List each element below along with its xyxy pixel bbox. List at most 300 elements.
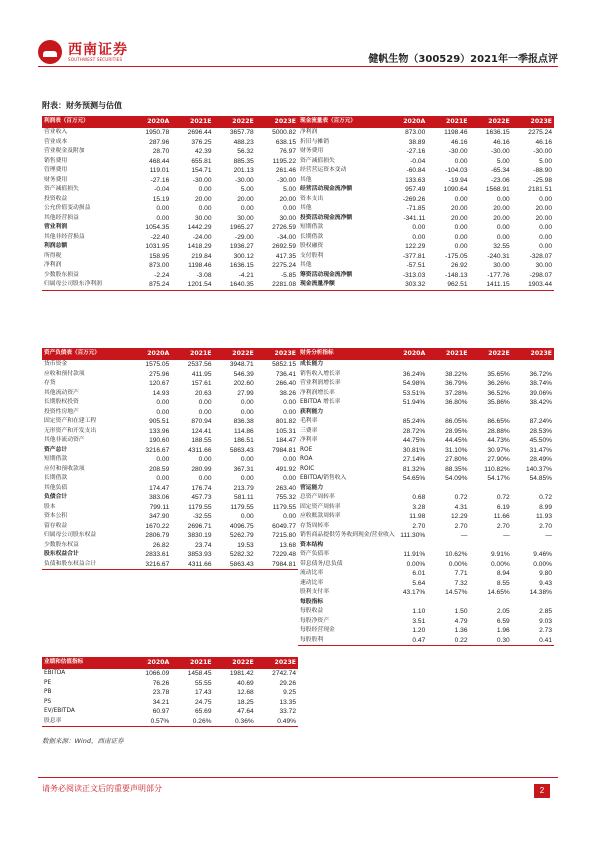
cell-value: 24.75	[194, 698, 212, 706]
row-label: PS	[44, 698, 52, 705]
table-row	[298, 531, 554, 541]
cell-value: 15.19	[152, 195, 170, 203]
cell-value: 5.00	[283, 186, 296, 194]
table-row	[42, 474, 298, 484]
row-label: 股本	[44, 503, 56, 510]
table-row	[42, 261, 298, 271]
cell-value: 54.98%	[402, 380, 426, 388]
page-header	[0, 0, 596, 100]
table-row	[42, 707, 298, 717]
cell-value: 30.00	[237, 214, 254, 222]
cell-value: 133.63	[405, 176, 426, 184]
cell-value: 9.91%	[491, 551, 510, 559]
row-label: 获利能力	[300, 408, 324, 415]
year-header: 2021E	[427, 348, 469, 360]
cell-value: 9.25	[283, 689, 296, 697]
cell-value: 0.00	[198, 456, 212, 464]
cell-value: 9.03	[539, 617, 552, 625]
cell-value: 5.00	[240, 186, 254, 194]
row-label: 筹资活动现金流净额	[300, 271, 353, 278]
cell-value: 81.32%	[402, 465, 426, 473]
cell-value: 1411.15	[470, 280, 512, 290]
year-header: 2023E	[512, 116, 554, 128]
cell-value: -30.00	[192, 176, 212, 184]
row-label: 其他非经营损益	[44, 233, 85, 240]
cell-value: 546.39	[233, 370, 254, 378]
cell-value: 1054.35	[145, 224, 170, 232]
row-label: 应收和预付款项	[44, 370, 85, 377]
row-label: 速动比率	[300, 579, 324, 586]
cell-value: -328.07	[529, 252, 552, 260]
cell-value: 300.12	[233, 252, 254, 260]
table-row	[42, 370, 298, 380]
cell-value: 184.47	[275, 437, 296, 445]
cell-value: 85.24%	[402, 418, 426, 426]
cell-value: -377.81	[402, 252, 426, 260]
cell-value: 1936.27	[229, 243, 254, 251]
row-label: 资本支出	[300, 195, 324, 202]
cell-value: 0.00%	[448, 560, 468, 568]
cell-value: 17.43	[194, 689, 212, 697]
cell-value: 1090.64	[443, 186, 468, 194]
cell-value: 4.79	[454, 617, 468, 625]
cell-value: 885.35	[233, 157, 254, 165]
cell-value: 219.84	[191, 252, 212, 260]
cell-value: 114.86	[234, 427, 254, 435]
cell-value: 0.00	[496, 224, 510, 232]
cell-value: 2692.59	[272, 243, 296, 251]
table-header-row	[298, 348, 554, 360]
cell-value: 38.22%	[445, 370, 468, 378]
year-header: 2020A	[129, 657, 171, 669]
cell-value: 56.32	[237, 148, 254, 156]
cell-value: 53.51%	[402, 389, 426, 397]
table-row	[42, 252, 298, 262]
row-label: 销售费用	[44, 157, 68, 164]
cell-value: 10.62%	[445, 551, 468, 559]
table-title: 财务分析指标	[298, 348, 385, 360]
cell-value	[427, 484, 469, 494]
year-header: 2021E	[171, 116, 213, 128]
row-label: 毛利率	[300, 418, 318, 425]
cell-value: 54.85%	[529, 475, 552, 483]
cell-value: 0.00	[412, 224, 426, 232]
table-row	[42, 417, 298, 427]
row-label: 负债和股东权益合计	[42, 560, 129, 570]
table-row	[298, 446, 554, 456]
cell-value	[385, 598, 427, 608]
table-row	[298, 417, 554, 427]
cell-value: 0.00	[454, 224, 468, 232]
row-label: 现金流量净额	[298, 280, 385, 290]
cell-value: 20.00	[493, 205, 510, 213]
cell-value: 86.05%	[445, 418, 468, 426]
cell-value: 14.38%	[529, 589, 552, 597]
table-row	[298, 398, 554, 408]
row-label: 财务费用	[44, 176, 68, 183]
row-label: 营业利润	[44, 224, 68, 231]
cell-value: -313.03	[402, 271, 426, 279]
row-label: 经营营运资本变动	[300, 167, 347, 174]
table-row	[298, 626, 554, 636]
year-header: 2021E	[171, 657, 213, 669]
cell-value: 2275.24	[272, 262, 296, 270]
cell-value: 35.65%	[487, 370, 510, 378]
cell-value: 417.35	[275, 252, 296, 260]
cell-value: 638.15	[275, 138, 296, 146]
cell-value: 0.00	[198, 475, 212, 483]
table-row	[42, 550, 298, 560]
cell-value: 6049.77	[272, 522, 296, 530]
row-label: EBITDA 增长率	[300, 399, 341, 406]
cell-value: 0.72	[539, 494, 552, 502]
cell-value: 54.09%	[445, 475, 468, 483]
table-row	[42, 408, 298, 418]
cell-value: 2.05	[496, 608, 510, 616]
cell-value: 42.39	[194, 148, 212, 156]
cell-value: 36.26%	[487, 380, 510, 388]
table-row	[298, 252, 554, 262]
cell-value: -60.84	[406, 167, 426, 175]
table-header-row	[42, 657, 298, 669]
cell-value: -88.90	[533, 167, 552, 175]
cell-value: 0.30	[470, 636, 512, 646]
cell-value: 873.00	[149, 262, 170, 270]
table-row	[42, 503, 298, 513]
cell-value: 122.29	[405, 243, 426, 251]
cell-value: 0.00	[198, 205, 212, 213]
cell-value	[512, 541, 554, 551]
cell-value: 5.00	[496, 157, 510, 165]
row-label: 所得税	[44, 252, 62, 259]
cell-value: 799.11	[149, 503, 170, 511]
cell-value: -25.98	[533, 176, 552, 184]
cell-value: 0.00	[240, 475, 254, 483]
year-header: 2020A	[385, 116, 427, 128]
row-label: 公允价值变动损益	[44, 205, 91, 212]
cell-value: 2537.56	[187, 361, 212, 369]
table-row	[42, 465, 298, 475]
table-row	[42, 214, 298, 224]
row-label: EBITDA	[44, 670, 66, 677]
cell-value: 280.99	[191, 465, 212, 473]
row-label: 资产总计	[44, 446, 68, 453]
row-label: 营运能力	[300, 484, 324, 491]
row-label: 经营活动现金流净额	[300, 186, 353, 193]
cell-value: 263.40	[275, 484, 296, 492]
cell-value: 9.43	[539, 579, 552, 587]
cell-value: 2696.71	[187, 522, 212, 530]
table-row	[298, 503, 554, 513]
cell-value: -30.00	[533, 148, 552, 156]
cell-value: 11.91%	[403, 551, 426, 559]
cell-value: 6.59	[496, 617, 510, 625]
cell-value: -27.16	[150, 176, 170, 184]
cell-value: 0.00	[156, 475, 170, 483]
cell-value: 8.94	[496, 570, 510, 578]
cell-value: 1.50	[454, 608, 468, 616]
cell-value: 7215.80	[272, 532, 296, 540]
financial-ratios-table	[298, 348, 554, 646]
table-row	[42, 128, 298, 138]
cell-value: 31.47%	[529, 446, 552, 454]
cell-value	[385, 408, 427, 418]
cell-value: 11.98	[409, 513, 426, 521]
cell-value: 33.72	[279, 708, 296, 716]
cell-value: 0.00	[539, 195, 552, 203]
cell-value: 1903.44	[512, 280, 554, 290]
table-row	[298, 598, 554, 608]
cell-value: 54.65%	[402, 475, 426, 483]
cell-value: 0.00	[454, 195, 468, 203]
cell-value: -3.08	[196, 271, 212, 279]
cell-value: 154.71	[191, 167, 212, 175]
cell-value: 36.80%	[445, 399, 468, 407]
cell-value: 3948.71	[229, 361, 254, 369]
cell-value: 0.00	[240, 205, 254, 213]
cell-value: 27.90%	[487, 456, 510, 464]
cell-value: 23.78	[152, 689, 170, 697]
row-label: EV/EBITDA	[44, 708, 75, 715]
cell-value: 20.00	[450, 205, 468, 213]
cell-value: 20.00	[535, 205, 552, 213]
row-label: 三费率	[300, 427, 318, 434]
cell-value: 1670.22	[145, 522, 170, 530]
cell-value: 2.70	[412, 522, 426, 530]
cell-value: 1640.35	[214, 280, 256, 290]
row-label: 短期借款	[44, 456, 68, 463]
cell-value: 5.64	[412, 579, 426, 587]
cell-value: -30.00	[491, 148, 510, 156]
row-label: 投资活动现金流净额	[300, 214, 353, 221]
cell-value: 30.00	[279, 214, 296, 222]
cell-value: 2806.79	[145, 532, 170, 540]
table-row	[298, 360, 554, 370]
cell-value: 12.68	[237, 689, 254, 697]
header-divider	[38, 66, 558, 67]
table-row	[298, 214, 554, 224]
cell-value: 0.00	[283, 475, 296, 483]
row-label: 股利支付率	[300, 589, 329, 596]
cell-value: 110.82%	[484, 465, 510, 473]
cell-value: 1179.55	[188, 503, 212, 511]
row-label: 股权融资	[300, 243, 324, 250]
cell-value: 1.96	[496, 627, 510, 635]
cell-value: 0.00	[156, 214, 170, 222]
cell-value: 2833.61	[145, 551, 170, 559]
row-label: 资本结构	[300, 541, 324, 548]
table-row	[298, 569, 554, 579]
row-label: 固定资产周转率	[300, 503, 341, 510]
cell-value: 0.00	[198, 399, 212, 407]
cell-value: 875.24	[129, 280, 171, 290]
row-label: 短期借款	[300, 224, 324, 231]
cell-value: 0.47	[385, 636, 427, 646]
table-row	[42, 541, 298, 551]
cell-value: 87.24%	[529, 418, 552, 426]
cell-value: 157.61	[191, 380, 212, 388]
table-row	[298, 389, 554, 399]
cell-value: 30.97%	[487, 446, 510, 454]
cell-value: 111.30%	[400, 532, 426, 540]
year-header: 2022E	[214, 348, 256, 360]
table-row	[42, 698, 298, 708]
year-header: 2023E	[256, 348, 298, 360]
cell-value: 1950.78	[145, 129, 170, 137]
cell-value	[427, 598, 469, 608]
cell-value: 0.00	[156, 408, 170, 416]
cell-value: 30.00	[493, 262, 510, 270]
cell-value: 873.00	[405, 129, 426, 137]
cell-value: 0.36%	[214, 717, 256, 727]
table-row	[42, 195, 298, 205]
cell-value: 0.00	[198, 408, 212, 416]
cell-value: 2.70	[539, 522, 552, 530]
cell-value: 1198.46	[188, 262, 212, 270]
cell-value: 11.93	[535, 513, 552, 521]
year-header: 2023E	[512, 348, 554, 360]
cell-value: 186.51	[233, 437, 254, 445]
cell-value: 1458.45	[187, 670, 212, 678]
cell-value: 9.46%	[533, 551, 552, 559]
cell-value: 20.00	[194, 195, 212, 203]
table-row	[42, 204, 298, 214]
cell-value: 0.72	[496, 494, 510, 502]
cell-value: 47.64	[237, 708, 254, 716]
year-header: 2022E	[470, 116, 512, 128]
cell-value: 30.00	[194, 214, 212, 222]
row-label: 每股收益	[300, 608, 324, 615]
row-label: 销售商品提供劳务收到现金/营业收入	[300, 532, 395, 539]
cell-value: 31.10%	[445, 446, 468, 454]
cell-value: -22.40	[150, 233, 170, 241]
cell-value: 45.50%	[529, 437, 552, 445]
cell-value: 6.01	[412, 570, 426, 578]
table-row	[298, 455, 554, 465]
cell-value: 1179.55	[230, 503, 254, 511]
row-label: 留存收益	[44, 522, 68, 529]
cell-value: 0.00	[539, 224, 552, 232]
cell-value: 457.73	[191, 494, 212, 502]
cell-value: 38.89	[408, 138, 426, 146]
cell-value: 0.00	[454, 233, 468, 241]
cell-value: 801.82	[275, 418, 296, 426]
table-row	[42, 512, 298, 522]
table-row	[42, 679, 298, 689]
row-label: EBITDA/销售收入	[300, 475, 347, 482]
cell-value: 88.35%	[445, 465, 468, 473]
cell-value: 140.37%	[525, 465, 552, 473]
data-source: 数据来源：Wind，西南证券	[42, 737, 124, 745]
table-row	[298, 185, 554, 195]
row-label: ROIC	[300, 465, 315, 472]
cell-value: 20.00	[450, 214, 468, 222]
cell-value: 3.51	[412, 617, 426, 625]
row-label: PB	[44, 689, 52, 696]
table-row	[42, 436, 298, 446]
row-label: 应付和预收款项	[44, 465, 85, 472]
cell-value: 28.49%	[529, 456, 552, 464]
cell-value: 28.70	[152, 148, 170, 156]
cell-value: 20.00	[493, 214, 510, 222]
cell-value: 105.31	[275, 427, 296, 435]
table-row	[42, 147, 298, 157]
cell-value: 266.40	[275, 380, 296, 388]
cell-value: 76.26	[152, 679, 170, 687]
table-row	[42, 242, 298, 252]
cell-value: 0.00	[283, 456, 296, 464]
table-row	[298, 465, 554, 475]
cell-value	[470, 598, 512, 608]
cell-value: 12.29	[450, 513, 468, 521]
cell-value: 0.72	[454, 494, 468, 502]
cell-value: 174.47	[149, 484, 170, 492]
cell-value: 303.32	[385, 280, 427, 290]
cell-value	[427, 360, 469, 370]
row-label: 归属母公司股东权益	[44, 532, 97, 539]
cell-value: 208.59	[149, 465, 170, 473]
cell-value: -240.31	[487, 252, 510, 260]
table-row	[42, 379, 298, 389]
cell-value: 55.55	[194, 679, 212, 687]
table-row	[298, 261, 554, 271]
cell-value: 176.74	[191, 484, 212, 492]
cell-value: 3216.67	[145, 446, 170, 454]
cell-value: -269.26	[402, 195, 426, 203]
row-label: 其他	[300, 176, 312, 183]
cell-value: 0.57%	[129, 717, 171, 727]
cell-value	[385, 541, 427, 551]
cell-value: 18.25	[237, 698, 254, 706]
row-label: 资产负债率	[300, 551, 329, 558]
cell-value: 736.41	[275, 370, 296, 378]
cell-value: 2696.44	[187, 129, 212, 137]
cell-value: 3216.67	[129, 560, 171, 570]
cell-value: 0.00	[156, 456, 170, 464]
cell-value: 275.96	[149, 370, 170, 378]
table-row	[42, 493, 298, 503]
cell-value	[512, 360, 554, 370]
cell-value: 36.72%	[529, 370, 552, 378]
cell-value: 34.21	[152, 698, 170, 706]
cell-value: 0.00%	[533, 560, 552, 568]
row-label: 存货	[44, 380, 56, 387]
cell-value: 44.75%	[402, 437, 426, 445]
table-title: 业绩和估值指标	[42, 657, 129, 669]
cell-value: 962.51	[427, 280, 469, 290]
row-label: 负债合计	[44, 494, 68, 501]
table-title: 资产负债表（百万元）	[42, 348, 129, 360]
cell-value: 1636.15	[485, 129, 510, 137]
cell-value: -34.00	[277, 233, 296, 241]
table-row	[298, 607, 554, 617]
cell-value: 4096.75	[229, 522, 254, 530]
table-row	[298, 560, 554, 570]
row-label: 归属母公司股东净利润	[42, 280, 129, 290]
cell-value	[470, 541, 512, 551]
cell-value: 411.95	[191, 370, 212, 378]
cell-value: 23.74	[194, 541, 212, 549]
row-label: 每股指标	[300, 598, 324, 605]
row-label: 其他经营损益	[44, 214, 79, 221]
row-label: 固定资产和在建工程	[44, 418, 97, 425]
cell-value	[512, 598, 554, 608]
table-row	[42, 271, 298, 281]
cell-value: -148.13	[445, 271, 468, 279]
cell-value: 1.36	[454, 627, 468, 635]
cell-value: 36.52%	[487, 389, 510, 397]
cell-value: 0.00%	[491, 560, 510, 568]
